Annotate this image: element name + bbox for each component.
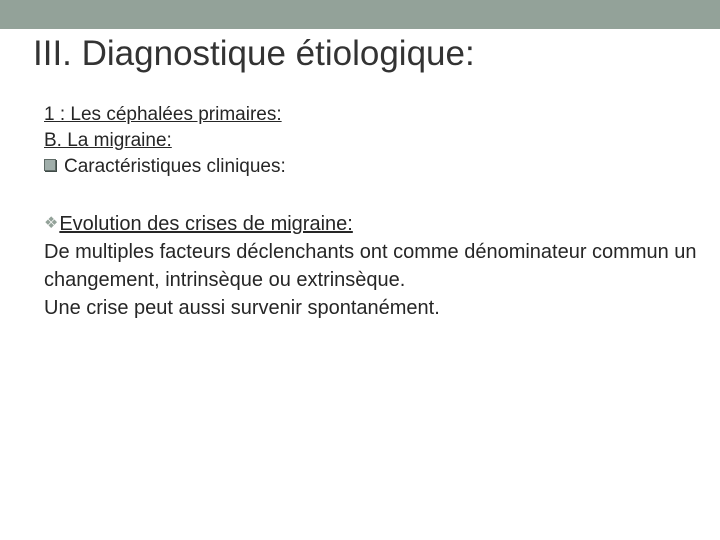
top-accent-bar: [0, 0, 720, 29]
bullet-clinical-features: [44, 154, 704, 180]
square-bullet-icon: [44, 159, 56, 171]
paragraph-triggers: De multiples facteurs déclenchants ont comme dénominateur commun un changement, intrinsèque ou extrinsèque.: [44, 241, 697, 291]
slide-content: [44, 102, 704, 322]
heading-primary-headaches-text: 1 : Les céphalées primaires:: [44, 104, 282, 125]
diamond-dots-bullet-icon: ❖: [44, 215, 59, 232]
bullet-evolution: [44, 210, 704, 238]
heading-migraine: [44, 128, 704, 154]
bullet-evolution-text: Evolution des crises de migraine:: [59, 213, 353, 235]
paragraph-spontaneous: Une crise peut aussi survenir spontanément.: [44, 297, 440, 319]
heading-migraine-text: B. La migraine:: [44, 130, 172, 151]
bullet-clinical-features-text: Caractéristiques cliniques:: [64, 156, 286, 177]
slide-title: III. Diagnostique étiologique:: [33, 34, 475, 73]
heading-primary-headaches: [44, 102, 704, 128]
